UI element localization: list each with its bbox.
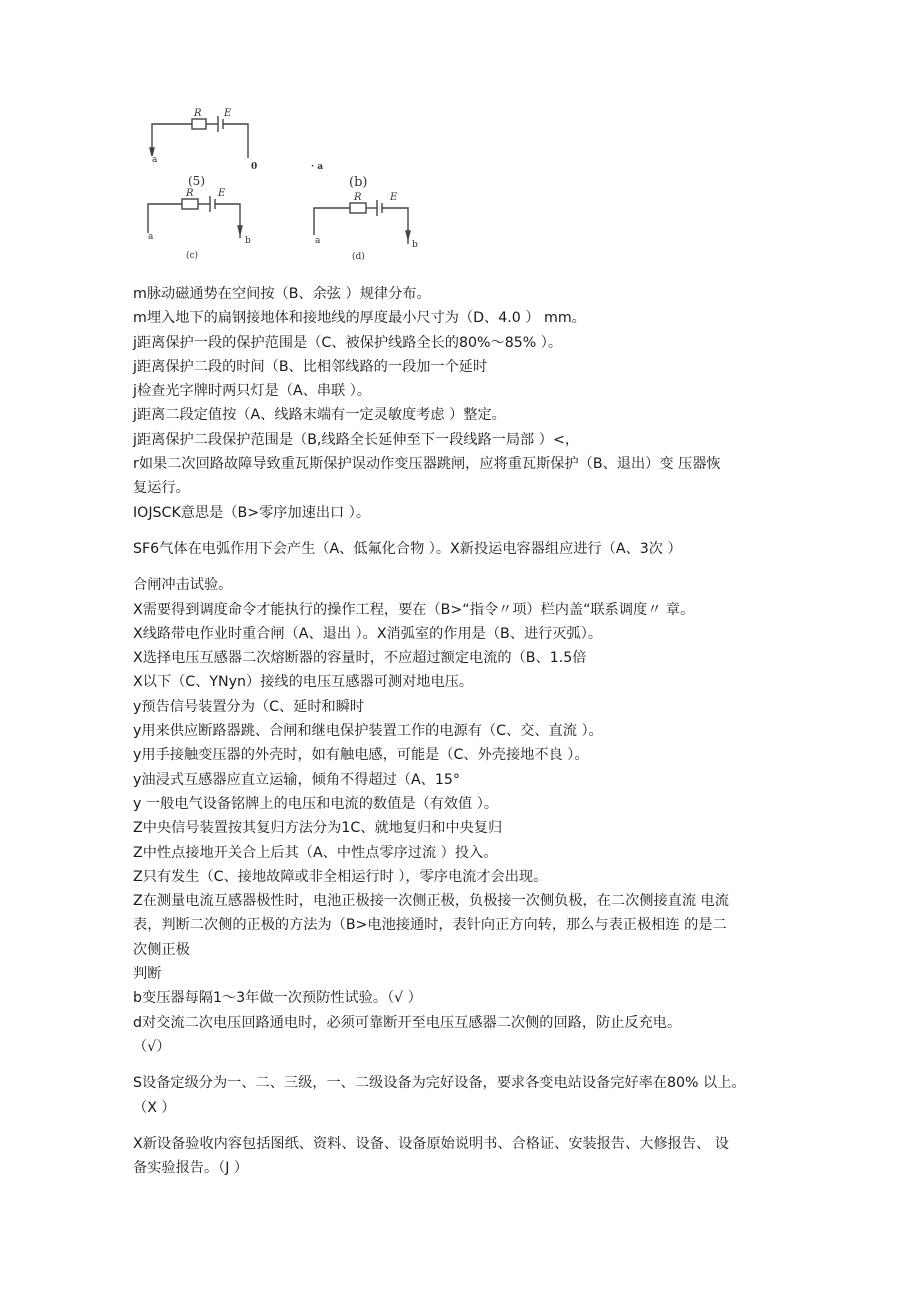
label-a-top: a <box>152 155 158 165</box>
label-d-paren: (d) <box>352 252 365 262</box>
label-a-c: a <box>148 232 154 242</box>
label-b-d: b <box>412 240 418 250</box>
label-e-c: E <box>218 188 226 199</box>
circuit-d <box>314 200 410 244</box>
text-line: （√） <box>133 1038 171 1055</box>
text-line: y用来供应断路器跳、合闸和继电保护装置工作的电源有（C、交、直流 ）。 <box>133 723 603 740</box>
label-r-c: R <box>186 188 194 199</box>
spacer <box>133 561 823 573</box>
label-e-d: E <box>390 192 398 203</box>
spacer <box>133 1059 823 1071</box>
label-e-top: E <box>224 108 232 119</box>
text-line: y油浸式互感器应直立运输，倾角不得超过（A、15° <box>133 771 460 788</box>
text-line: 合闸冲击试验。 <box>133 577 233 594</box>
text-line: Z只有发生（C、接地故障或非全相运行时 ），零序电流才会出现。 <box>133 868 548 885</box>
text-line: j检查光字牌时两只灯是（A、串联 ）。 <box>133 383 372 400</box>
text-line: IOJSCK意思是（B>零序加速出口 ）。 <box>133 504 371 521</box>
text-line: y 一般电气设备铭牌上的电压和电流的数值是（有效值 ）。 <box>133 795 499 812</box>
section-heading-judgement: 判断 <box>133 966 162 983</box>
text-line: y预告信号装置分为（C、延时和瞬时 <box>133 698 365 715</box>
label-r-d: R <box>354 192 362 203</box>
text-line: X需要得到调度命令才能执行的操作工程，要在（B>“指令〃项）栏内盖“联系调度〃 章。 <box>133 601 695 618</box>
text-line: r如果二次回路故障导致重瓦斯保护误动作变压器跳闸，应将重瓦斯保护（B、退出）变 压器恢 <box>133 456 721 473</box>
question-list <box>133 282 823 1180</box>
circuit-c <box>148 196 242 238</box>
text-line: 次侧正极 <box>133 941 190 958</box>
spacer <box>133 1120 823 1132</box>
label-c-paren: (c) <box>186 251 199 261</box>
text-line: j距离保护二段的时间（B、比相邻线路的一段加一个延时 <box>133 358 488 375</box>
text-line: m脉动磁通势在空间按（B、余弦 ）规律分布。 <box>133 286 431 302</box>
label-a-d: a <box>315 236 321 246</box>
text-line: X线路带电作业时重合闸（A、退出 ）。X消弧室的作用是（B、进行灭弧）。 <box>133 625 603 642</box>
text-line: 表，判断二次侧的正极的方法为（B>电池接通时，表针向正方向转，那么与表正极相连 的是二 <box>133 917 727 934</box>
text-line: S设备定级分为一、二、三级，一、二级设备为完好设备，要求各变电站设备完好率在80% 以上。 <box>133 1075 746 1092</box>
text-line: Z在测量电流互感器极性时，电池正极接一次侧正极，负极接一次侧负极，在二次侧接直流 电流 <box>133 893 729 910</box>
label-five: (5) <box>188 174 205 188</box>
text-line: j距离二段定值按（A、线路末端有一定灵敏度考虑 ）整定。 <box>133 407 506 424</box>
text-line: 备实验报告。（J ） <box>133 1160 249 1177</box>
circuit-diagram <box>130 98 430 273</box>
label-zero: 0 <box>251 162 258 172</box>
text-line: Z中央信号装置按其复归方法分为1C、就地复归和中央复归 <box>133 820 503 837</box>
text-line: d对交流二次电压回路通电时，必须可靠断开至电压互感器二次侧的回路，防止反充电。 <box>133 1014 682 1031</box>
label-r-top: R <box>194 108 202 119</box>
label-b-paren: (b) <box>349 175 368 190</box>
spacer <box>133 525 823 537</box>
text-line: （X ） <box>133 1099 176 1116</box>
circuit-top <box>150 116 248 158</box>
text-line: y用手接触变压器的外壳时，如有触电感，可能是（C、外壳接地不良 ）。 <box>133 747 589 764</box>
text-line: 复运行。 <box>133 480 190 497</box>
label-dot-a: · a <box>311 162 324 172</box>
text-line: X新设备验收内容包括图纸、资料、设备、设备原始说明书、合格证、安装报告、大修报告、 设 <box>133 1135 729 1152</box>
text-line: Z中性点接地开关合上后其（A、中性点零序过流 ）投入。 <box>133 844 498 861</box>
text-line: b变压器每隔1～3年做一次预防性试验。（√ ） <box>133 990 422 1007</box>
text-line: X以下（C、YNyn）接线的电压互感器可测对地电压。 <box>133 674 474 691</box>
circuit-figures <box>130 98 430 273</box>
label-b-c: b <box>245 236 251 246</box>
text-line: SF6气体在电弧作用下会产生（A、低氟化合物 ）。X新投运电容器组应进行（A、3次 ） <box>133 540 682 557</box>
text-line: m埋入地下的扁钢接地体和接地线的厚度最小尺寸为（D、4.0 ） mm。 <box>133 310 586 327</box>
text-line: j距离保护一段的保护范围是（C、被保护线路全长的80%～85% ）。 <box>133 334 563 351</box>
text-line: j距离保护二段保护范围是（B,线路全长延伸至下一段线路一局部 ）<， <box>133 431 580 448</box>
text-line: X选择电压互感器二次熔断器的容量时，不应超过额定电流的（B、1.5倍 <box>133 650 587 667</box>
